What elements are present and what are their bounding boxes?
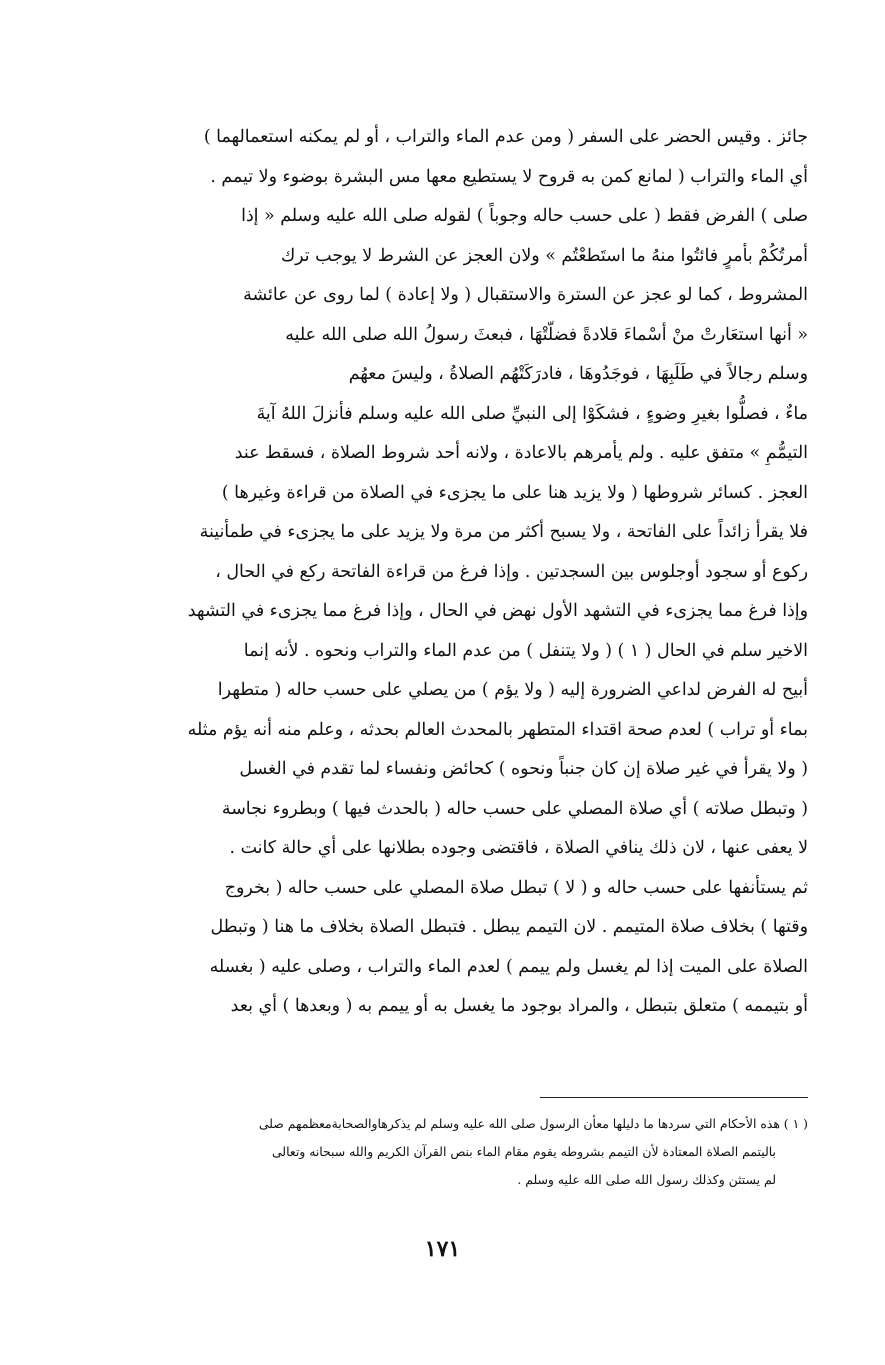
text-line: وإذا فرغ مما يجزىء في التشهد الأول نهض في الحال ، وإذا فرغ مما يجزىء في التشهد <box>187 601 808 621</box>
text-line: أي الماء والتراب ( لمانع كمن به قروح لا يستطيع معها مس البشرة بوضوء ولا تيمم . <box>210 166 808 187</box>
text-line: أمرتُكُمْ بأمرٍ فائتُوا منهُ ما استَطعْتُم » ولان العجز عن الشرط لا يوجب ترك <box>280 245 808 266</box>
text-line: جائز . وقيس الحضر على السفر ( ومن عدم الماء والتراب ، أو لم يمكنه استعمالهما ) <box>203 127 808 147</box>
footnote-divider <box>540 1097 808 1098</box>
text-line: أبيح له الفرض لداعي الضرورة إليه ( ولا يؤم ) من يصلي على حسب حاله ( متطهرا <box>217 680 808 700</box>
text-line: وسلم رجالاً في طَلَبِهَا ، فوجَدُوهَا ، فادرَكَتْهُم الصلاةُ ، وليسَ معهُم <box>348 364 808 384</box>
main-text <box>108 118 808 1027</box>
text-line: « أنها استعَارتْ منْ أسْماءَ قلادةً فضلّتْهَا ، فبعثَ رسولُ الله صلى الله عليه <box>285 324 808 345</box>
footnote <box>108 1110 808 1194</box>
text-line: لا يعفى عنها ، لان ذلك ينافي الصلاة ، فاقتضى وجوده بطلانها على أي حالة كانت . <box>229 838 808 858</box>
footnote-line: باليتمم الصلاة المعتادة لأن التيمم بشروطه يقوم مقام الماء بنص القرآن الكريم والله سبحانه وتعالى <box>271 1144 776 1159</box>
text-line: ( وتبطل صلاته ) أي صلاة المصلي على حسب حاله ( بالحدث فيها ) وبطروء نجاسة <box>221 798 808 819</box>
text-line: أو بتيممه ) متعلق بتبطل ، والمراد بوجود ما يغسل به أو ييمم به ( وبعدها ) أي بعد <box>230 996 808 1016</box>
text-line: ركوع أو سجود أوجلوس بين السجدتين . وإذا فرغ من قراءة الفاتحة ركع في الحال ، <box>215 561 808 582</box>
text-line: ثم يستأنفها على حسب حاله و ( لا ) تبطل صلاة المصلي على حسب حاله ( بخروج <box>224 877 808 898</box>
text-line: المشروط ، كما لو عجز عن السترة والاستقبال ( ولا إعادة ) لما روى عن عائشة <box>243 285 808 305</box>
text-line: الاخير سلم في الحال ( ١ ) ( ولا يتنفل ) من عدم الماء والتراب ونحوه . لأنه إنما <box>243 640 808 661</box>
text-line: صلى ) الفرض فقط ( على حسب حاله وجوباً ) لقوله صلى الله عليه وسلم « إذا <box>241 206 808 226</box>
text-line: ( ولا يقرأ في غير صلاة إن كان جنباً ونحوه ) كحائض ونفساء لما تقدم في الغسل <box>239 759 808 779</box>
text-line: بماء أو تراب ) لعدم صحة اقتداء المتطهر بالمحدث العالم بحدثه ، وعلم منه أنه يؤم مثله <box>187 719 808 740</box>
footnote-line: لم يستثن وكذلك رسول الله صلى الله عليه وسلم . <box>517 1172 776 1187</box>
text-line: التيمُّمِ » متفق عليه . ولم يأمرهم بالاعادة ، ولانه أحد شروط الصلاة ، فسقط عند <box>234 443 808 463</box>
footnote-line: ( ١ ) هذه الأحكام التي سردها ما دليلها معأن الرسول صلى الله عليه وسلم لم يذكرهاوالصحابةمعظمهم صلى <box>258 1116 808 1131</box>
text-line: فلا يقرأ زائداً على الفاتحة ، ولا يسبح أكثر من مرة ولا يزيد على ما يجزىء في طمأنينة <box>199 522 808 542</box>
text-line: العجز . كسائر شروطها ( ولا يزيد هنا على ما يجزىء في الصلاة من قراءة وغيرها ) <box>221 482 808 503</box>
text-line: وقتها ) بخلاف صلاة المتيمم . لان التيمم يبطل . فتبطل الصلاة بخلاف ما هنا ( وتبطل <box>210 917 808 937</box>
text-line: الصلاة على الميت إذا لم يغسل ولم ييمم ) لعدم الماء والتراب ، وصلى عليه ( بغسله <box>209 956 808 977</box>
text-line: ماءٌ ، فصلُّوا بغيرِ وضوءٍ ، فشكَوْا إلى النبيِّ صلى الله عليه وسلم فأنزلَ اللهُ آيةَ <box>256 403 808 424</box>
page-number: ١٧١ <box>424 1236 461 1262</box>
